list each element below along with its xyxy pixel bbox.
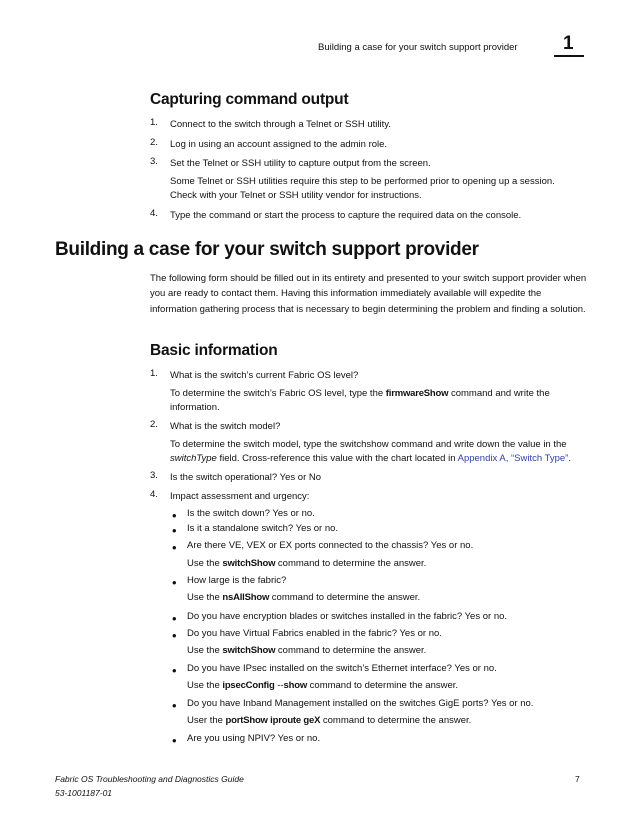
nsallshow-command: nsAllShow <box>222 592 270 603</box>
question-3-number: 3. <box>150 470 158 481</box>
question-2-help-line-2: switchType field. Cross-reference this value with the chart located in Appendix A, “Switch Type”. <box>170 453 571 464</box>
bullet-icon: • <box>172 540 177 555</box>
capture-step-4: Type the command or start the process to capture the required data on the console. <box>170 210 522 221</box>
firmwareshow-command: firmwareShow <box>385 388 449 399</box>
bullet-icon: • <box>172 611 177 626</box>
bullet-standalone: Is it a standalone switch? Yes or no. <box>187 523 339 534</box>
capture-step-3-note-line-1: Some Telnet or SSH utilities require this step to be performed prior to opening up a session. <box>170 176 555 187</box>
ipsecconfig-command: ipsecConfig <box>222 680 275 691</box>
question-2: What is the switch model? <box>170 421 281 432</box>
capture-step-2: Log in using an account assigned to the admin role. <box>170 139 388 150</box>
footer-page-number: 7 <box>575 774 580 784</box>
show-option: show <box>283 680 308 691</box>
bullet-virtual-fabrics-help: Use the switchShow command to determine the answer. <box>187 645 427 656</box>
bullet-fabric-size-help: Use the nsAllShow command to determine the answer. <box>187 592 421 603</box>
question-2-number: 2. <box>150 419 158 430</box>
question-4-number: 4. <box>150 489 158 500</box>
capture-step-1: Connect to the switch through a Telnet or SSH utility. <box>170 119 391 130</box>
capture-step-3-number: 3. <box>150 156 158 167</box>
switchshow-command: switchShow <box>222 645 276 656</box>
portshow-command: portShow iproute geX <box>225 715 321 726</box>
bullet-inband-help: User the portShow iproute geX command to determine the answer. <box>187 715 472 726</box>
bullet-icon: • <box>172 733 177 748</box>
question-4: Impact assessment and urgency: <box>170 491 310 502</box>
question-3: Is the switch operational? Yes or No <box>170 472 322 483</box>
bullet-switch-down: Is the switch down? Yes or no. <box>187 508 315 519</box>
bullet-ve-ports: Are there VE, VEX or EX ports connected to the chassis? Yes or no. <box>187 540 474 551</box>
bullet-icon: • <box>172 698 177 713</box>
bullet-virtual-fabrics: Do you have Virtual Fabrics enabled in the fabric? Yes or no. <box>187 628 442 639</box>
question-1-help-line-2: information. <box>170 402 220 413</box>
footer-doc-id: 53-1001187-01 <box>55 788 113 798</box>
question-1: What is the switch’s current Fabric OS level? <box>170 370 359 381</box>
bullet-icon: • <box>172 663 177 678</box>
bullet-fabric-size: How large is the fabric? <box>187 575 287 586</box>
bullet-inband: Do you have Inband Management installed on the switches GigE ports? Yes or no. <box>187 698 534 709</box>
basic-info-heading: Basic information <box>150 342 278 359</box>
case-intro: The following form should be filled out in its entirety and presented to your switch support provider when you are ready to contact them. Having this information immediately available will expedite the information gathering process that is necessary to begin determining the problem and finding a solution. <box>150 273 587 315</box>
footer-guide-title: Fabric OS Troubleshooting and Diagnostics Guide <box>55 774 244 784</box>
bullet-npiv: Are you using NPIV? Yes or no. <box>187 733 321 744</box>
appendix-a-link[interactable]: Appendix A <box>457 453 506 464</box>
question-1-number: 1. <box>150 368 158 379</box>
bullet-icon: • <box>172 508 177 523</box>
capture-step-2-number: 2. <box>150 137 158 148</box>
bullet-icon: • <box>172 628 177 643</box>
bullet-icon: • <box>172 523 177 538</box>
case-heading: Building a case for your switch support provider <box>55 239 479 260</box>
chapter-number: 1 <box>563 33 574 54</box>
capture-heading: Capturing command output <box>150 91 349 108</box>
bullet-icon: • <box>172 575 177 590</box>
capture-step-1-number: 1. <box>150 117 158 128</box>
question-1-help: To determine the switch’s Fabric OS level, type the firmwareShow command and write the <box>170 388 550 399</box>
capture-step-3: Set the Telnet or SSH utility to capture output from the screen. <box>170 158 431 169</box>
switch-type-link[interactable]: “Switch Type” <box>510 453 569 464</box>
running-header-title: Building a case for your switch support provider <box>318 42 518 53</box>
bullet-ipsec: Do you have IPsec installed on the switch’s Ethernet interface? Yes or no. <box>187 663 497 674</box>
capture-step-4-number: 4. <box>150 208 158 219</box>
bullet-ipsec-help: Use the ipsecConfig --show command to determine the answer. <box>187 680 459 691</box>
question-2-help-line-1: To determine the switch model, type the switchshow command and write down the value in the <box>170 439 567 450</box>
bullet-encryption: Do you have encryption blades or switches installed in the fabric? Yes or no. <box>187 611 508 622</box>
chapter-rule <box>554 55 584 57</box>
bullet-ve-ports-help: Use the switchShow command to determine the answer. <box>187 558 427 569</box>
switchshow-command: switchShow <box>222 558 276 569</box>
capture-step-3-note-line-2: Check with your Telnet or SSH utility vendor for instructions. <box>170 190 422 201</box>
